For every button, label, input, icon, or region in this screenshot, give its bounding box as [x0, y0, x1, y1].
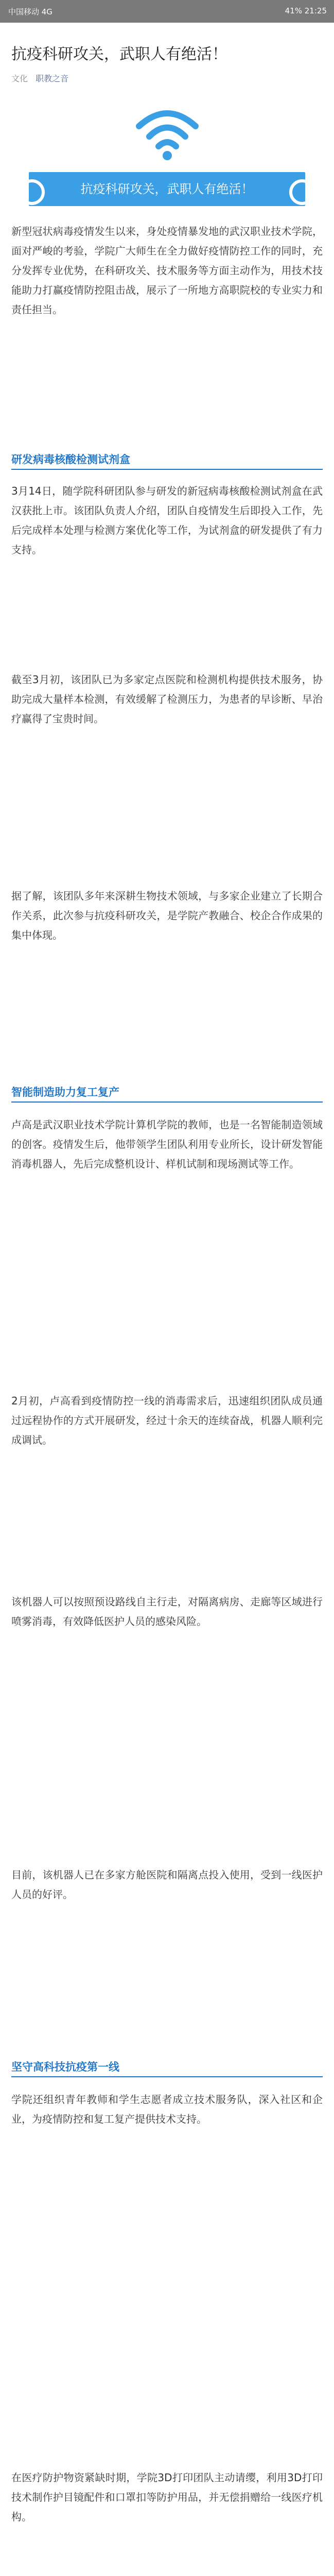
heading-divider	[11, 469, 323, 470]
carrier-signal: 中国移动 4G	[8, 7, 52, 16]
paragraph: 新型冠状病毒疫情发生以来，身处疫情暴发地的武汉职业技术学院，面对严峻的考验，学院广大师生在全力做好疫情防控工作的同时，充分发挥专业优势，在科研攻关、技术服务等方面主动作为，用技术技能助力打赢疫情防控阻击战，展示了一所地方高职院校的专业实力和责任担当。	[11, 225, 323, 316]
paragraph: 2月初，卢高看到疫情防控一线的消毒需求后，迅速组织团队成员通过远程协作的方式开展研发，经过十余天的连续奋战，机器人顺利完成调试。	[11, 1395, 323, 1446]
paragraph: 学院还组织青年教师和学生志愿者成立技术服务队，深入社区和企业，为疫情防控和复工复产提供技术支持。	[11, 2093, 323, 2125]
section-heading: 坚守高科技抗疫第一线	[11, 2061, 119, 2073]
paragraph: 截至3月初，该团队已为多家定点医院和检测机构提供技术服务，协助完成大量样本检测，有效缓解了检测压力，为患者的早诊断、早治疗赢得了宝贵时间。	[11, 673, 323, 725]
meta-label: 文化	[11, 74, 28, 83]
paragraph: 据了解，该团队多年来深耕生物技术领域，与多家企业建立了长期合作关系，此次参与抗疫科研攻关，是学院产教融合、校企合作成果的集中体现。	[11, 890, 323, 941]
paragraph: 在医疗防护物资紧缺时期，学院3D打印团队主动请缨，利用3D打印技术制作护目镜配件和口罩扣等防护用品，并无偿捐赠给一线医疗机构。	[11, 2471, 323, 2523]
heading-divider	[11, 2076, 323, 2077]
section-heading: 研发病毒核酸检测试剂盒	[11, 453, 130, 466]
paragraph: 3月14日，随学院科研团队参与研发的新冠病毒核酸检测试剂盒在武汉获批上市。该团队负责人介绍，团队自疫情发生后即投入工作，先后完成样本处理与检测方案优化等工作，为试剂盒的研发提供了有力支持。	[11, 485, 323, 556]
headline-banner: 抗疫科研攻关，武职人有绝活！	[29, 172, 305, 206]
paragraph: 目前，该机器人已在多家方舱医院和隔离点投入使用，受到一线医护人员的好评。	[11, 1869, 323, 1901]
wifi-icon	[134, 98, 201, 165]
section-heading: 智能制造助力复工复产	[11, 1086, 119, 1098]
article-title: 抗疫科研攻关，武职人有绝活！	[11, 45, 227, 63]
article-meta	[11, 72, 68, 84]
paragraph: 该机器人可以按照预设路线自主行走，对隔离病房、走廊等区域进行喷雾消毒，有效降低医护人员的感染风险。	[11, 1596, 323, 1628]
heading-divider	[11, 1101, 323, 1103]
paragraph: 卢高是武汉职业技术学院计算机学院的教师，也是一名智能制造领域的创客。疫情发生后，他带领学生团队利用专业所长，设计研发智能消毒机器人，先后完成整机设计、样机试制和现场测试等工作。	[11, 1118, 323, 1170]
account-link[interactable]: 职教之音	[36, 74, 69, 83]
status-bar	[0, 0, 334, 23]
battery-time: 41% 21:25	[285, 6, 327, 15]
